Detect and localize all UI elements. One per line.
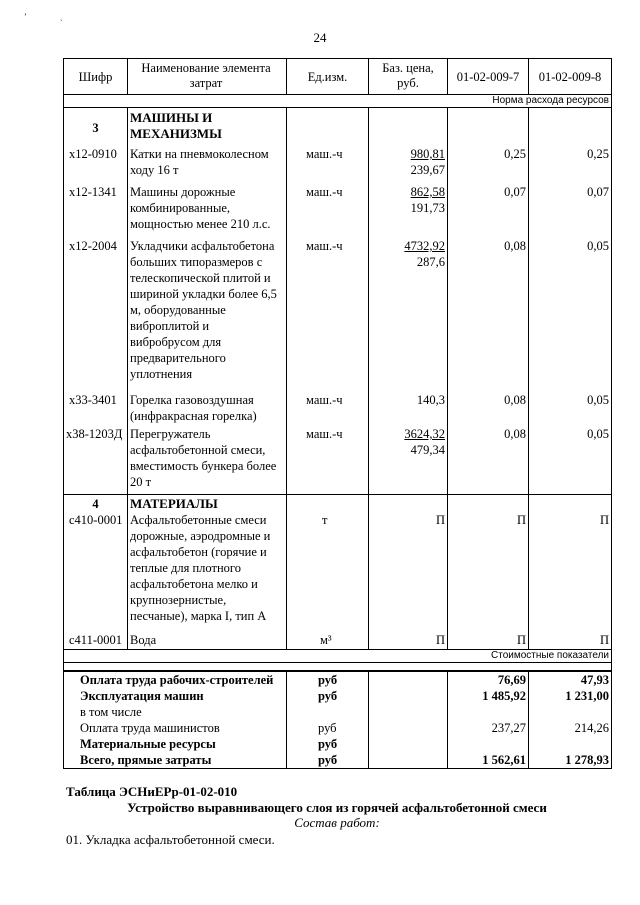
total-label: в том числе: [80, 705, 142, 719]
row-value-7: П: [516, 633, 526, 647]
row-name-line: дорожные, аэродромные и: [130, 529, 271, 543]
row-value-7: 0,08: [504, 239, 526, 253]
total-unit: руб: [318, 753, 338, 767]
row-unit: маш.-ч: [306, 427, 343, 441]
row-value-7: 0,07: [504, 185, 526, 199]
row-value-7: П: [516, 513, 526, 527]
page-number: 24: [313, 30, 327, 45]
row-unit: маш.-ч: [306, 239, 343, 253]
row-price: 140,3: [416, 393, 445, 407]
total-value-7: 237,27: [491, 721, 526, 735]
total-value-7: 1 485,92: [482, 689, 526, 703]
row-price: 3624,32: [404, 427, 445, 441]
total-value-8: 47,93: [580, 673, 609, 687]
row-value-8: 0,05: [587, 239, 609, 253]
row-name-line: больших типоразмеров с: [130, 255, 263, 269]
row-code: х12-1341: [69, 185, 117, 199]
row-value-8: 0,25: [587, 147, 609, 161]
row-name-line: крупнозернистые,: [130, 593, 227, 607]
table-subtitle: Устройство выравнивающего слоя из горячей асфальтобетонной смеси: [127, 800, 547, 815]
row-code: с410-0001: [69, 513, 123, 527]
row-code: х12-0910: [69, 147, 117, 161]
row-value-7: 0,08: [504, 427, 526, 441]
row-name-line: виброплитой и: [130, 319, 210, 333]
row-name-line: мощностью менее 210 л.с.: [130, 217, 271, 231]
row-unit: м³: [320, 633, 332, 647]
row-name-line: Укладчики асфальтобетона: [130, 239, 275, 253]
row-value-8: П: [599, 513, 609, 527]
header-col-8: 01-02-009-8: [538, 70, 602, 84]
row-name-line: вибробрусом для: [130, 335, 222, 349]
total-unit: руб: [318, 689, 338, 703]
row-name-line: Горелка газовоздушная: [130, 393, 254, 407]
total-label: Эксплуатация машин: [80, 689, 204, 703]
row-value-8: П: [599, 633, 609, 647]
scan-mark-1: ’: [24, 12, 27, 21]
row-name-line: асфальтобетон (горячие и: [130, 545, 267, 559]
row-name-line: Катки на пневмоколесном: [130, 147, 269, 161]
works-title: Состав работ:: [294, 815, 380, 830]
row-name-line: песчаные), марка I, тип А: [130, 609, 267, 623]
norm-label: Норма расхода ресурсов: [492, 95, 609, 106]
row-name-line: уплотнения: [130, 367, 193, 381]
header-code: Шифр: [78, 70, 113, 84]
row-price: П: [435, 633, 445, 647]
row-name-line: вместимость бункера более: [130, 459, 277, 473]
header-col-7: 01-02-009-7: [456, 70, 520, 84]
total-unit: руб: [318, 737, 338, 751]
total-label: Материальные ресурсы: [80, 737, 216, 751]
row-unit: т: [322, 513, 328, 527]
row-price: 980,81: [410, 147, 445, 161]
row-value-7: 0,08: [504, 393, 526, 407]
section-number: 3: [92, 121, 99, 135]
cost-label: Стоимостные показатели: [491, 650, 609, 661]
total-unit: руб: [318, 673, 338, 687]
total-value-8: 1 278,93: [565, 753, 609, 767]
row-value-7: 0,25: [504, 147, 526, 161]
section-title: МАТЕРИАЛЫ: [130, 496, 218, 511]
row-name-line: ходу 16 т: [130, 163, 179, 177]
row-name-line: м, оборудованные: [130, 303, 226, 317]
total-label: Всего, прямые затраты: [80, 753, 212, 767]
total-label: Оплата труда машинистов: [80, 721, 220, 735]
row-name-line: асфальтобетонной смеси,: [130, 443, 266, 457]
section-title: МАШИНЫ И МЕХАНИЗМЫ: [130, 110, 222, 141]
row-price-sub: 287,6: [416, 255, 445, 269]
row-name-line: асфальтобетона мелко и: [130, 577, 258, 591]
section-number: 4: [92, 497, 99, 511]
row-value-8: 0,05: [587, 393, 609, 407]
total-label: Оплата труда рабочих-строителей: [80, 673, 274, 687]
row-price-sub: 479,34: [410, 443, 445, 457]
row-unit: маш.-ч: [306, 185, 343, 199]
table-title: Таблица ЭСНиЕРр-01-02-010: [66, 784, 238, 799]
row-name-line: комбинированные,: [130, 201, 231, 215]
row-price: П: [435, 513, 445, 527]
row-name-line: 20 т: [130, 475, 152, 489]
total-value-7: 76,69: [497, 673, 526, 687]
row-name-line: Вода: [130, 633, 157, 647]
header-price: Баз. цена, руб.: [382, 61, 434, 90]
row-code: х12-2004: [69, 239, 117, 253]
row-price: 862,58: [410, 185, 445, 199]
row-price-sub: 191,73: [410, 201, 445, 215]
header-name: Наименование элемента затрат: [141, 61, 271, 90]
row-price-sub: 239,67: [410, 163, 445, 177]
row-value-8: 0,07: [587, 185, 609, 199]
total-value-7: 1 562,61: [482, 753, 526, 767]
row-unit: маш.-ч: [306, 147, 343, 161]
row-name-line: шириной укладки более 6,5: [130, 287, 277, 301]
total-value-8: 1 231,00: [565, 689, 609, 703]
row-price: 4732,92: [404, 239, 445, 253]
row-name-line: Асфальтобетонные смеси: [130, 513, 267, 527]
row-name-line: телескопической плитой и: [130, 271, 271, 285]
row-code: х33-3401: [69, 393, 117, 407]
work-item: 01. Укладка асфальтобетонной смеси.: [66, 832, 275, 847]
row-name-line: Перегружатель: [130, 427, 211, 441]
row-code: с411-0001: [69, 633, 122, 647]
row-name-line: предварительного: [130, 351, 226, 365]
row-name-line: Машины дорожные: [130, 185, 236, 199]
header-unit: Ед.изм.: [307, 70, 348, 84]
total-unit: руб: [318, 721, 337, 735]
row-value-8: 0,05: [587, 427, 609, 441]
total-value-8: 214,26: [574, 721, 609, 735]
row-unit: маш.-ч: [306, 393, 343, 407]
scan-mark-2: ˎ: [60, 12, 63, 21]
row-name-line: (инфракрасная горелка): [130, 409, 257, 423]
row-name-line: теплые для плотного: [130, 561, 241, 575]
row-code: х38-1203Д: [66, 427, 123, 441]
